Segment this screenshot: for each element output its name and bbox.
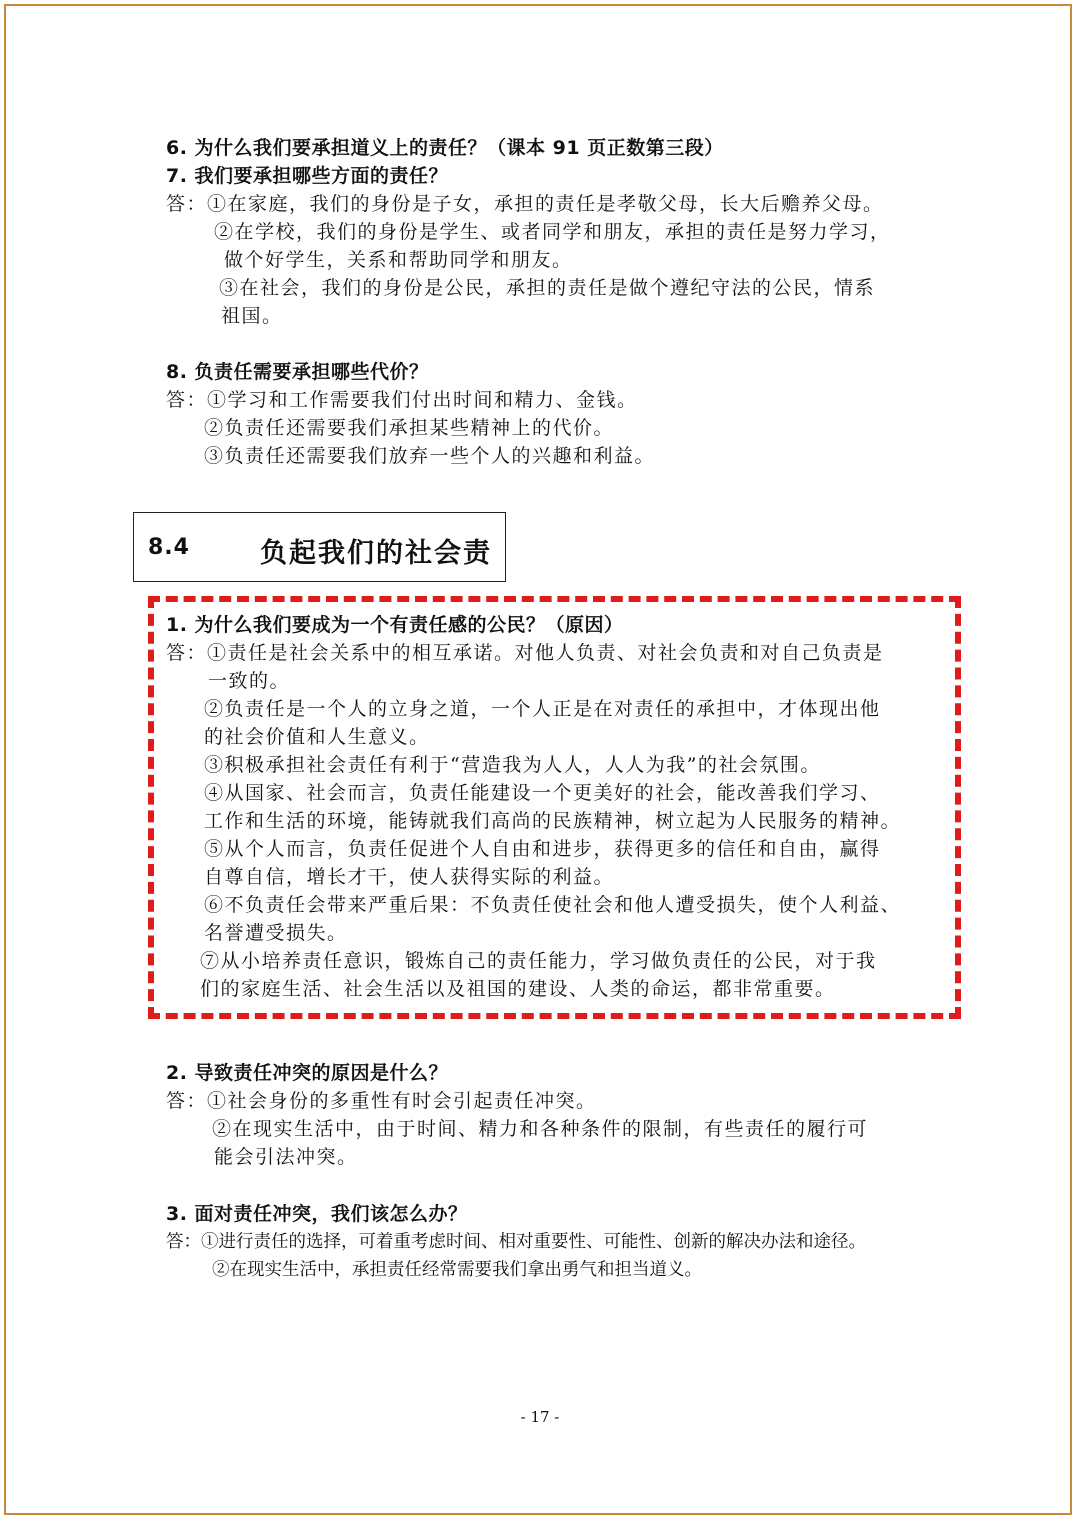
section-answer-1-line-11: 名誉遭受损失。	[204, 922, 348, 944]
section-answer-2-line-2: ②在现实生活中，由于时间、精力和各种条件的限制，有些责任的履行可	[212, 1118, 869, 1140]
section-answer-1-line-5: ③积极承担社会责任有利于“营造我为人人，人人为我”的社会氛围。	[204, 754, 821, 776]
question-8: 8. 负责任需要承担哪些代价？	[166, 361, 429, 383]
question-7: 7. 我们要承担哪些方面的责任？	[166, 165, 449, 187]
answer-7-line-1: 答：①在家庭，我们的身份是子女，承担的责任是孝敬父母，长大后赡养父母。	[166, 193, 884, 215]
section-heading-box	[133, 512, 506, 582]
section-answer-1-line-7: 工作和生活的环境，能铸就我们高尚的民族精神，树立起为人民服务的精神。	[204, 810, 902, 832]
section-answer-3-line-1: 答：①进行责任的选择，可着重考虑时间、相对重要性、可能性、创新的解决办法和途径。	[166, 1232, 866, 1252]
section-answer-1-line-9: 自尊自信，增长才干，使人获得实际的利益。	[204, 866, 615, 888]
section-number: 8.4	[148, 535, 190, 560]
answer-8-line-1: 答：①学习和工作需要我们付出时间和精力、金钱。	[166, 389, 638, 411]
question-6: 6. 为什么我们要承担道义上的责任？（课本 91 页正数第三段）	[166, 137, 724, 159]
section-answer-1-line-12: ⑦从小培养责任意识，锻炼自己的责任能力，学习做负责任的公民，对于我	[200, 950, 877, 972]
section-answer-3-line-2: ②在现实生活中，承担责任经常需要我们拿出勇气和担当道义。	[212, 1260, 702, 1280]
section-answer-1-line-2: 一致的。	[208, 670, 291, 692]
section-answer-1-line-10: ⑥不负责任会带来严重后果：不负责任使社会和他人遭受损失，使个人利益、	[204, 894, 902, 916]
answer-7-line-5: 祖国。	[221, 305, 283, 327]
section-answer-1-line-4: 的社会价值和人生意义。	[204, 726, 430, 748]
answer-7-line-2: ②在学校，我们的身份是学生、或者同学和朋友，承担的责任是努力学习，	[214, 221, 891, 243]
section-title: 负起我们的社会责	[260, 538, 492, 569]
answer-8-line-2: ②负责任还需要我们承担某些精神上的代价。	[204, 417, 615, 439]
answer-7-line-3: 做个好学生，关系和帮助同学和朋友。	[224, 249, 573, 271]
section-answer-1-line-3: ②负责任是一个人的立身之道，一个人正是在对责任的承担中，才体现出他	[204, 698, 881, 720]
page-number: - 17 -	[520, 1408, 560, 1426]
section-answer-2-line-1: 答：①社会身份的多重性有时会引起责任冲突。	[166, 1090, 597, 1112]
answer-7-line-4: ③在社会，我们的身份是公民，承担的责任是做个遵纪守法的公民，情系	[219, 277, 876, 299]
section-question-1: 1. 为什么我们要成为一个有责任感的公民？（原因）	[166, 614, 624, 636]
answer-8-line-3: ③负责任还需要我们放弃一些个人的兴趣和利益。	[204, 445, 656, 467]
section-answer-1-line-1: 答：①责任是社会关系中的相互承诺。对他人负责、对社会负责和对自己负责是	[166, 642, 884, 664]
section-question-2: 2. 导致责任冲突的原因是什么？	[166, 1062, 449, 1084]
section-question-3: 3. 面对责任冲突，我们该怎么办？	[166, 1203, 468, 1225]
section-answer-2-line-3: 能会引法冲突。	[214, 1146, 358, 1168]
section-answer-1-line-6: ④从国家、社会而言，负责任能建设一个更美好的社会，能改善我们学习、	[204, 782, 881, 804]
section-answer-1-line-13: 们的家庭生活、社会生活以及祖国的建设、人类的命运，都非常重要。	[200, 978, 836, 1000]
section-answer-1-line-8: ⑤从个人而言，负责任促进个人自由和进步，获得更多的信任和自由，赢得	[204, 838, 881, 860]
